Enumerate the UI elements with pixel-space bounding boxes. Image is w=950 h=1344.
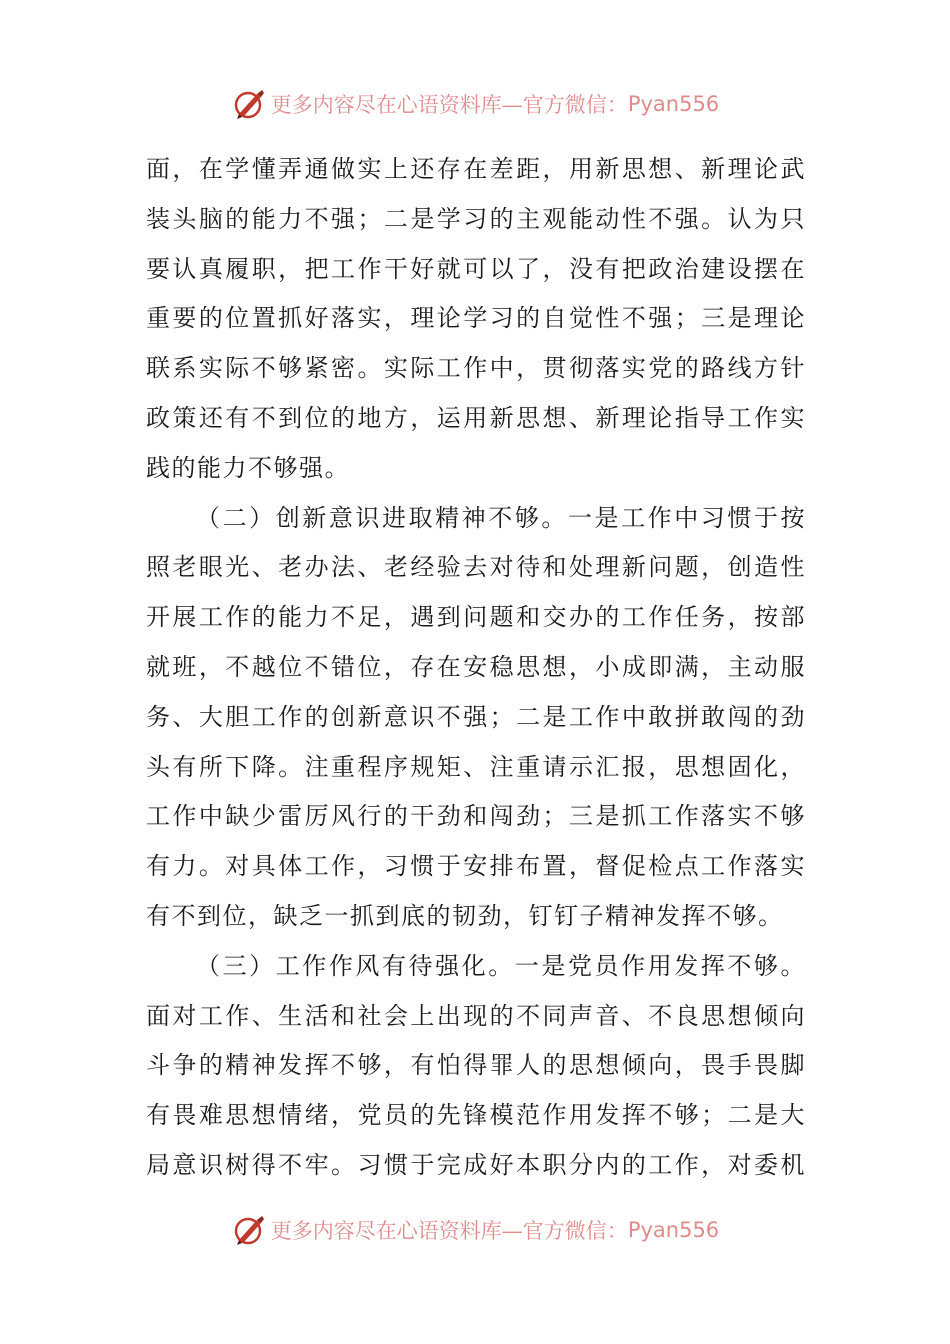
pen-logo-icon <box>231 86 267 122</box>
text-line: 有不到位，缺乏一抓到底的韧劲，钉钉子精神发挥不够。 <box>146 901 784 930</box>
header-banner <box>0 84 950 124</box>
text-line: 联系实际不够紧密。实际工作中，贯彻落实党的路线方针 <box>146 354 806 383</box>
text-line: 就班，不越位不错位，存在安稳思想，小成即满，主动服 <box>146 652 806 681</box>
text-line: 开展工作的能力不足，遇到问题和交办的工作任务，按部 <box>146 603 806 632</box>
text-line: 工作中缺少雷厉风行的干劲和闯劲；三是抓工作落实不够 <box>146 802 806 831</box>
text-line: 有畏难思想情绪，党员的先锋模范作用发挥不够；二是大 <box>146 1101 806 1130</box>
text-line: 局意识树得不牢。习惯于完成好本职分内的工作，对委机 <box>146 1150 806 1179</box>
text-line: 斗争的精神发挥不够，有怕得罪人的思想倾向，畏手畏脚 <box>146 1051 806 1080</box>
text-line: 装头脑的能力不强；二是学习的主观能动性不强。认为只 <box>146 204 806 233</box>
text-line: 面，在学懂弄通做实上还存在差距，用新思想、新理论武 <box>146 155 806 183</box>
text-line: 要认真履职，把工作干好就可以了，没有把政治建设摆在 <box>146 254 806 283</box>
text-line: 务、大胆工作的创新意识不强；二是工作中敢拼敢闯的劲 <box>146 702 806 731</box>
text-line: 面对工作、生活和社会上出现的不同声音、不良思想倾向 <box>146 1001 806 1030</box>
text-line: 践的能力不够强。 <box>146 453 350 482</box>
banner-text: 更多内容尽在心语资料库—官方微信： <box>270 93 628 117</box>
section-heading-line: （二）创新意识进取精神不够。一是工作中习惯于按 <box>196 503 806 532</box>
banner-wechat-id: Pyan556 <box>627 1218 720 1242</box>
document-body <box>146 145 806 1191</box>
pen-logo-icon <box>231 1212 267 1248</box>
banner-text: 更多内容尽在心语资料库—官方微信： <box>270 1219 628 1243</box>
text-line: 政策还有不到位的地方，运用新思想、新理论指导工作实 <box>146 403 806 432</box>
banner-wechat-id: Pyan556 <box>627 92 720 116</box>
text-line: 有力。对具体工作，习惯于安排布置，督促检点工作落实 <box>146 852 806 881</box>
text-line: 头有所下降。注重程序规矩、注重请示汇报，思想固化， <box>146 752 806 781</box>
section-heading-line: （三）工作作风有待强化。一是党员作用发挥不够。 <box>196 951 806 980</box>
text-line: 重要的位置抓好落实，理论学习的自觉性不强；三是理论 <box>146 304 806 333</box>
text-line: 照老眼光、老办法、老经验去对待和处理新问题，创造性 <box>146 553 806 582</box>
footer-banner <box>0 1210 950 1250</box>
